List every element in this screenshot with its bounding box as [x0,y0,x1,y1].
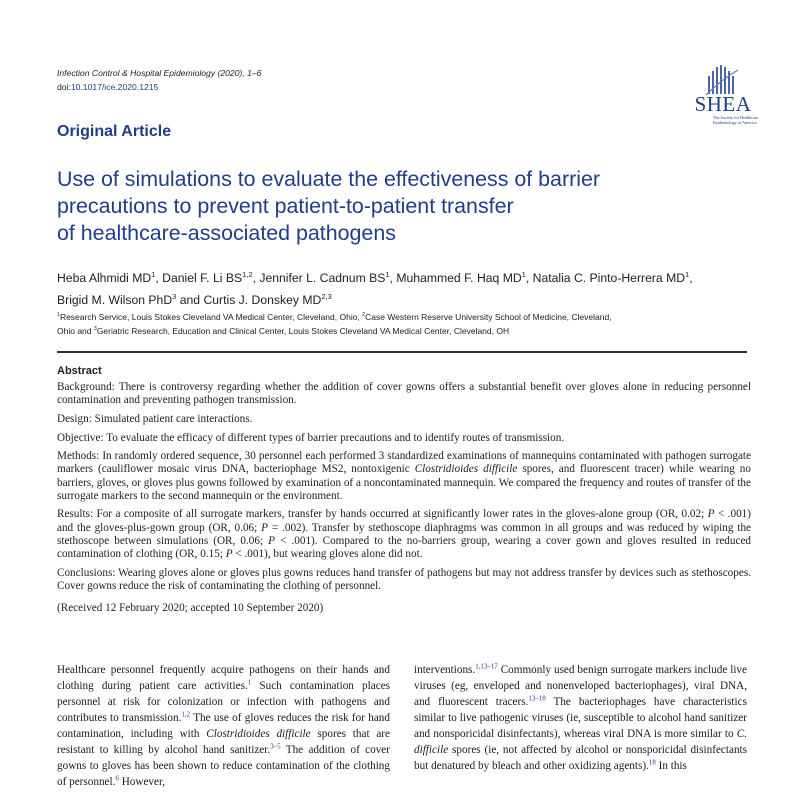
abstract-conclusions: Conclusions: Wearing gloves alone or gloves plus gowns reduces hand transfer of pathogens but may not address transfer by devices such as stethoscopes. Cover gowns reduce the risk of contaminating the clothing of personnel. [57,566,751,592]
author[interactable]: Natalia C. Pinto-Herrera MD [532,271,686,285]
affiliation-number: 3 [93,326,97,333]
title-line-1: Use of simulations to evaluate the effectiveness of barrier [57,167,600,191]
affiliation-prefix: Ohio and [57,326,92,336]
shea-logo-subtitle: The Society for Healthcare Epidemiology of America [713,115,759,125]
title-line-2: precautions to prevent patient-to-patient transfer [57,194,514,218]
received-dates: (Received 12 February 2020; accepted 10 September 2020) [57,602,324,614]
species-name: Clostridioides difficile [414,463,518,476]
affiliation-text: Case Western Reserve University School of Medicine, Cleveland, [365,312,612,322]
citation-ref[interactable]: 6 [115,774,119,783]
author[interactable]: Jennifer L. Cadnum BS [259,271,386,285]
abstract-background: Background: There is controversy regarding whether the addition of cover gowns offers a substantial benefit over gloves alone in reducing personnel contamination and preventing pathogen transmission. [57,381,751,407]
abstract-objective: Objective: To evaluate the efficacy of different types of barrier precautions and to identify routes of transmission. [57,431,565,444]
shea-logo-mark [686,62,760,96]
author-affiliation: 1,2 [242,269,253,279]
author-affiliation: 1 [385,269,390,279]
article-title [57,166,747,247]
citation-ref[interactable]: 18 [648,758,656,767]
affiliation-number: 2 [362,312,366,319]
abstract-heading: Abstract [57,365,102,377]
affiliation-text: Research Service, Louis Stokes Cleveland VA Medical Center, Cleveland, Ohio, [59,312,360,322]
author-affiliation: 1 [685,269,690,279]
author-connector: and [179,293,201,307]
section-divider [57,351,747,353]
affiliation-text: Geriatric Research, Education and Clinical Center, Louis Stokes Cleveland VA Medical Center, Cleveland, OH [96,326,510,336]
citation-ref[interactable]: 3–5 [270,742,281,751]
title-line-3: of healthcare-associated pathogens [57,221,396,245]
abstract-design: Design: Simulated patient care interactions. [57,413,253,425]
abstract [57,365,751,621]
species-name: Clostridioides difficile [206,728,311,740]
body-column-right: interventions.$^{1,13-17}$ Commonly used benign surrogate markers include live viruses (eg, enveloped and nonenveloped bacteriophages), viral DNA, and fluorescent tracers.$^{13-18}$ The bacteriophages have characteristics similar to live pathogenic viruses (ie, susceptible to alcohol hand sanitizer and nonsporicidal disinfectants), whereas viral DNA is more similar to C. difficile spores (ie, not affected by alcohol or nonsporicidal disinfectants but denatured by bleach and other oxidizing agents).$^{18}$ In this [414,662,748,772]
author[interactable]: Muhammed F. Haq MD [396,271,522,285]
article-type: Original Article [57,123,172,140]
author-affiliation: 1 [151,269,156,279]
p-symbol: P [268,534,275,547]
affiliations [57,310,757,338]
affiliation-number: 1 [57,312,60,319]
journal-citation: Infection Control & Hospital Epidemiology (2020), 1–6 [57,68,262,78]
citation-ref[interactable]: 1,2 [181,710,191,719]
author-affiliation: 3 [172,291,177,301]
species-name: C. difficile [414,728,748,756]
author[interactable]: Daniel F. Li BS [162,271,243,285]
abstract-methods: Methods: In randomly ordered sequence, 30 personnel each performed 3 standardized examinations of mannequins contaminated with pathogen surrogate markers (cauliflower mosaic virus DNA, bacteriophage MS2, nontoxigenic Clostridioides difficile spores, and fluorescent tracer) while wearing no barriers, gloves, or gloves plus gowns followed by examination of a noncontaminated mannequin. We compared the frequency and routes of transfer of the surrogate markers to the second mannequin or the environment. [57,450,751,502]
citation-ref[interactable]: 1 [247,678,252,687]
doi-line [57,82,158,92]
citation-ref[interactable]: 13–18 [528,694,546,703]
author[interactable]: Curtis J. Donskey MD [203,293,322,307]
author[interactable]: Heba Alhmidi MD [57,271,152,285]
p-symbol: P [225,548,233,560]
doi-link[interactable]: 10.1017/ice.2020.1215 [70,82,159,92]
citation-ref[interactable]: 1,13–17 [475,662,498,671]
p-symbol: P [261,521,268,534]
p-symbol: P [707,508,715,521]
author-affiliation: 1 [521,269,526,279]
doi-prefix: doi: [57,82,71,92]
shea-logo [686,62,760,132]
author-affiliation: 2,3 [321,291,332,301]
abstract-results: Results: For a composite of all surrogate markers, transfer by hands occurred at significantly lower rates in the gloves-alone group (OR, 0.02; P < .001) and the gloves-plus-gown group (OR, 0.06; P = .002). Transfer by stethoscope diaphragms was common in all groups and was reduced by wiping the stethoscope between simulations (OR, 0.06; P < .001). Compared to the no-barriers group, wearing a cover gown and gloves resulted in reduced contamination of clothing (OR, 0.15; P < .001), but wearing gloves alone did not. [57,508,752,560]
author[interactable]: Brigid M. Wilson PhD [57,293,173,307]
shea-logo-word: SHEA [694,92,752,116]
body-column-left: Healthcare personnel frequently acquire pathogens on their hands and clothing during patient care activities.$^1$ Such contamination places personnel at risk for colonization or infection with pathogens and contributes to transmission.$^{1,2}$ The use of gloves reduces the risk for hand contamination, including with Clostridioides difficile spores that are resistant to killing by alcohol hand sanitizer.$^{3-5}$ The addition of cover gowns to gloves has been shown to reduce contamination of the clothing of personnel.$^6$ However, [57,664,391,788]
author-list: Heba Alhmidi $MD^1$, Daniel F. Li BS$^{1,2}$, Jennifer L. Cadnum $BS^1$, Muhammed F. Haq $MD^1$, Natalia C. Pinto-Herrera $MD^1$, Brigid M. Wilson PhD$^3$ and Curtis J. Donskey MD$^{2,3}$ [57,269,693,307]
